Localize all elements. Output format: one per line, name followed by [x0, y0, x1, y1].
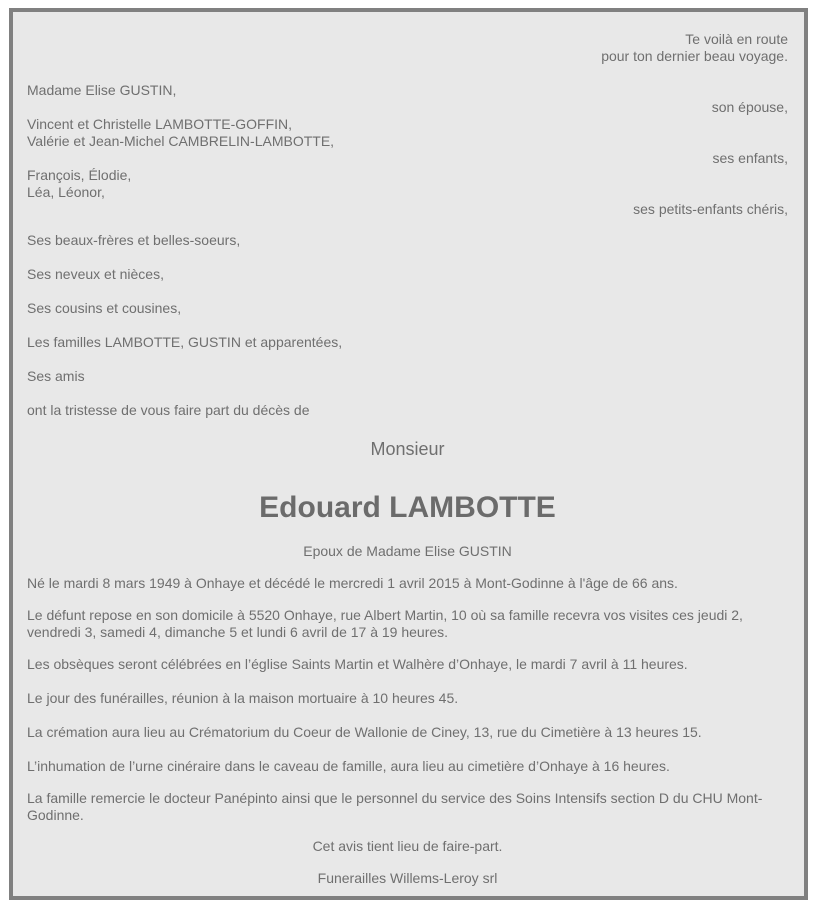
deceased-name: Edouard LAMBOTTE	[259, 491, 556, 524]
child-1: Vincent et Christelle LAMBOTTE-GOFFIN,	[27, 116, 293, 132]
child-2: Valérie et Jean-Michel CAMBRELIN-LAMBOTTE,	[27, 133, 335, 149]
family-cousins: Ses cousins et cousines,	[27, 300, 182, 316]
notice-text: Cet avis tient lieu de faire-part.	[312, 838, 503, 854]
epigraph-line-1: Te voilà en route	[685, 31, 788, 47]
grandchildren-role: ses petits-enfants chéris,	[633, 201, 788, 217]
family-nephews: Ses neveux et nièces,	[27, 266, 164, 282]
children-role: ses enfants,	[712, 150, 788, 166]
detail-interment: L’inhumation de l’urne cinéraire dans le caveau de famille, aura lieu au cimetière d’Onhaye à 16 heures.	[27, 758, 670, 774]
spouse-role: son épouse,	[711, 99, 788, 115]
grandchildren-2: Léa, Léonor,	[27, 184, 105, 200]
funeral-home: Funerailles Willems-Leroy srl	[317, 870, 498, 886]
spouse-name: Madame Elise GUSTIN,	[27, 82, 177, 98]
detail-gathering: Le jour des funérailles, réunion à la maison mortuaire à 10 heures 45.	[27, 690, 459, 706]
detail-cremation: La crémation aura lieu au Crématorium du Coeur de Wallonie de Ciney, 13, rue du Cimetière à 13 heures 15.	[27, 724, 702, 740]
detail-funeral-service: Les obsèques seront célébrées en l’église Saints Martin et Walhère d’Onhaye, le mardi 7 avril à 11 heures.	[27, 656, 688, 672]
family-in-laws: Ses beaux-frères et belles-soeurs,	[27, 232, 241, 248]
obituary-card	[9, 8, 808, 900]
deceased-spouse-line: Epoux de Madame Elise GUSTIN	[303, 543, 512, 559]
epigraph-line-2: pour ton dernier beau voyage.	[601, 48, 788, 64]
detail-thanks: La famille remercie le docteur Panépinto ainsi que le personnel du service des Soins Intensifs section D du CHU Mont-Godinne.	[27, 790, 763, 823]
announcement-intro: ont la tristesse de vous faire part du décès de	[27, 402, 310, 418]
grandchildren-1: François, Élodie,	[27, 167, 132, 183]
detail-visitation: Le défunt repose en son domicile à 5520 Onhaye, rue Albert Martin, 10 où sa famille recevra vos visites ces jeudi 2, vendredi 3, samedi 4, dimanche 5 et lundi 6 avril de 17 à 19 heures.	[27, 607, 743, 640]
family-friends: Ses amis	[27, 368, 85, 384]
family-related: Les familles LAMBOTTE, GUSTIN et apparentées,	[27, 334, 343, 350]
obituary-content	[27, 12, 788, 896]
detail-birth-death: Né le mardi 8 mars 1949 à Onhaye et décédé le mercredi 1 avril 2015 à Mont-Godinne à l'âge de 66 ans.	[27, 575, 678, 591]
deceased-honorific: Monsieur	[370, 439, 445, 459]
